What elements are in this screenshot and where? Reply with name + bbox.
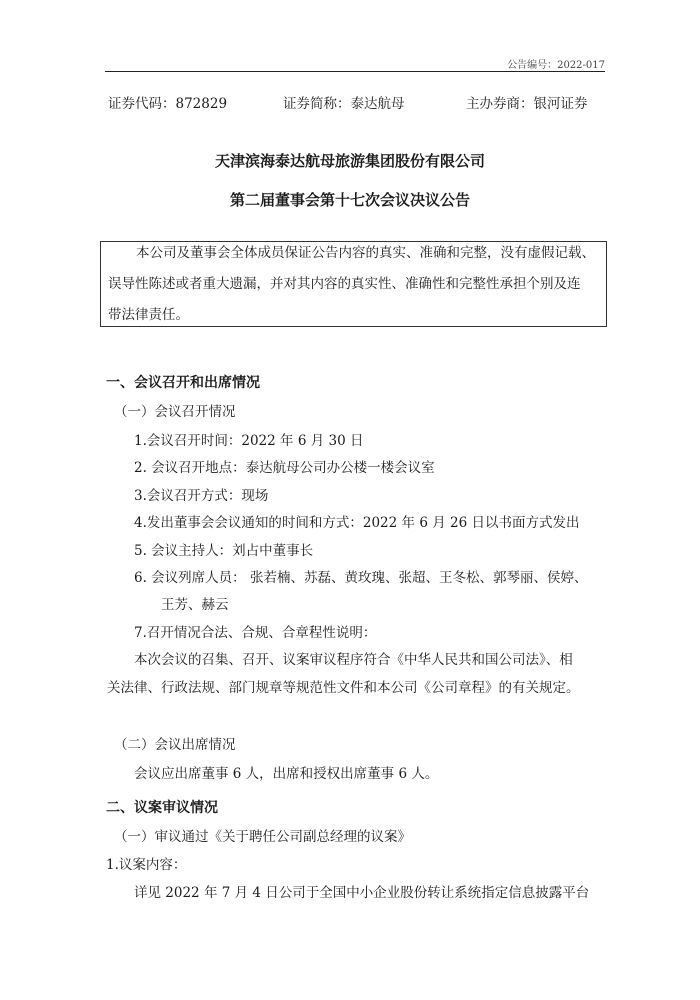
header-rule [105, 71, 605, 72]
stock-code: 证券代码：872829 [108, 96, 228, 112]
section-1-sub-1: （一）会议召开情况 [114, 404, 236, 420]
list-item-continuation: 王芳、赫云 [161, 597, 229, 613]
announcement-number: 公告编号：2022-017 [507, 60, 605, 71]
list-item: 3.会议召开方式：现场 [134, 488, 269, 504]
section-2-heading: 二、议案审议情况 [106, 800, 218, 816]
list-item: 5. 会议主持人：刘占中董事长 [134, 543, 314, 559]
list-item: 6. 会议列席人员： 张若楠、苏磊、黄玫瑰、张超、王冬松、郭琴丽、侯婷、 [134, 570, 588, 586]
section-2-sub-1: （一）审议通过《关于聘任公司副总经理的议案》 [114, 829, 411, 845]
list-item: 2. 会议召开地点：泰达航母公司办公楼一楼会议室 [134, 460, 435, 476]
section-2-detail: 详见 2022 年 7 月 4 日公司于全国中小企业股份转让系统指定信息披露平台 [134, 885, 590, 901]
disclaimer-line-3: 带法律责任。 [108, 307, 189, 323]
company-title: 天津滨海泰达航母旅游集团股份有限公司 [214, 152, 485, 170]
stock-name: 证券简称：泰达航母 [283, 96, 405, 112]
section-1-heading: 一、会议召开和出席情况 [106, 375, 260, 391]
compliance-line-2: 关法律、行政法规、部门规章等规范性文件和本公司《公司章程》的有关规定。 [107, 680, 580, 696]
section-1-sub-2: （二）会议出席情况 [114, 737, 236, 753]
list-item: 1.会议召开时间：2022 年 6 月 30 日 [134, 433, 364, 449]
disclaimer-line-2: 误导性陈述或者重大遗漏，并对其内容的真实性、准确性和完整性承担个别及连 [108, 276, 581, 292]
list-item: 4.发出董事会会议通知的时间和方式：2022 年 6 月 26 日以书面方式发出 [134, 515, 580, 531]
sponsor-broker: 主办券商：银河证券 [466, 96, 588, 112]
section-2-item-1: 1.议案内容： [106, 857, 187, 873]
document-title: 第二届董事会第十七次会议决议公告 [229, 191, 470, 209]
attendance-text: 会议应出席董事 6 人，出席和授权出席董事 6 人。 [134, 766, 439, 782]
compliance-line-1: 本次会议的召集、召开、议案审议程序符合《中华人民共和国公司法》、相 [134, 652, 573, 668]
disclaimer-line-1: 本公司及董事会全体成员保证公告内容的真实、准确和完整，没有虚假记载、 [136, 245, 595, 261]
list-item: 7.召开情况合法、合规、合章程性说明： [134, 625, 377, 641]
